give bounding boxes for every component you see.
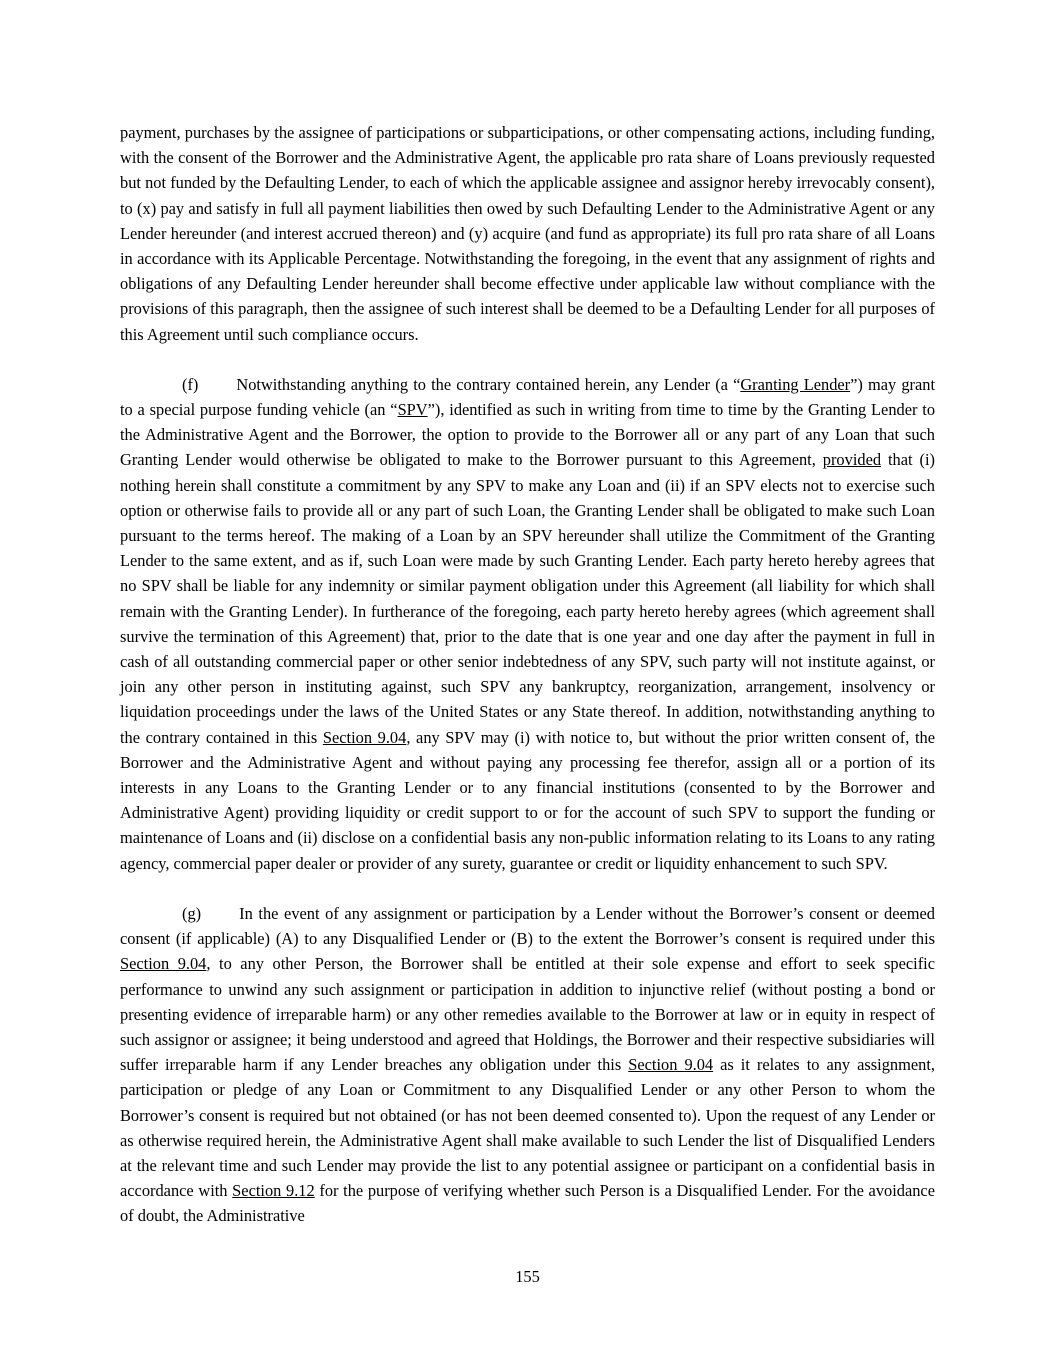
defined-term: Section 9.04	[322, 727, 407, 747]
defined-term: provided	[822, 450, 882, 470]
text-run: for the purpose of verifying whether such Person is a Disqualified Lender. For the avoidance of doubt, the Administrative	[120, 1181, 935, 1226]
paragraph-label: (g)	[182, 903, 202, 923]
text-run: Notwithstanding anything to the contrary contained herein, any Lender (a “	[236, 374, 741, 394]
paragraph	[120, 372, 935, 876]
text-run: payment, purchases by the assignee of participations or subparticipations, or other compensating actions, including funding, with the consent of the Borrower and the Administrative Agent, the applicable pro rata share of Loans previously requested but not funded by the Defaulting Lender, to each of which the applicable assignee and assignor hereby irrevocably consent), to (x) pay and satisfy in full all payment liabilities then owed by such Defaulting Lender to the Administrative Agent or any Lender hereunder (and interest accrued thereon) and (y) acquire (and fund as appropriate) its full pro rata share of all Loans in accordance with its Applicable Percentage. Notwithstanding the foregoing, in the event that any assignment of rights and obligations of any Defaulting Lender hereunder shall become effective under applicable law without compliance with the provisions of this paragraph, then the assignee of such interest shall be deemed to be a Defaulting Lender for all purposes of this Agreement until such compliance occurs.	[120, 123, 935, 344]
text-run: In the event of any assignment or participation by a Lender without the Borrower’s consent or deemed consent (if applicable) (A) to any Disqualified Lender or (B) to the extent the Borrower’s consent is required under this	[120, 903, 935, 949]
text-run: , any SPV may (i) with notice to, but without the prior written consent of, the Borrower and the Administrative Agent and without paying any processing fee therefor, assign all or a portion of its interests in any Loans to the Granting Lender or to any financial institutions (consented to by the Borrower and Administrative Agent) providing liquidity or credit support to or for the account of such SPV to support the funding or maintenance of Loans and (ii) disclose on a confidential basis any non-public information relating to its Loans to any rating agency, commercial paper dealer or provider of any surety, guarantee or credit or liquidity enhancement to such SPV.	[120, 727, 935, 873]
text-run: , to any other Person, the Borrower shall be entitled at their sole expense and effort to seek specific performance to unwind any such assignment or participation in addition to injunctive relief (without posting a bond or presenting evidence of irreparable harm) or any other remedies available to the Borrower at law or in equity in respect of such assignor or assignee; it being understood and agreed that Holdings, the Borrower and their respective subsidiaries will suffer irreparable harm if any Lender breaches any obligation under this	[120, 954, 935, 1075]
defined-term: Section 9.04	[120, 954, 207, 974]
defined-term: Section 9.04	[628, 1055, 714, 1075]
defined-term: Granting Lender	[740, 374, 851, 394]
paragraph	[120, 901, 935, 1229]
page-number: 155	[515, 1267, 540, 1286]
document-body	[120, 120, 935, 1229]
text-run: ”) may grant to a special purpose funding vehicle (an “	[120, 374, 935, 420]
defined-term: SPV	[397, 400, 428, 420]
text-run: ”), identified as such in writing from time to time by the Granting Lender to the Administrative Agent and the Borrower, the option to provide to the Borrower all or any part of any Loan that such Granting Lender would otherwise be obligated to make to the Borrower pursuant to this Agreement,	[120, 400, 936, 470]
paragraph-label: (f)	[182, 374, 199, 394]
defined-term: Section 9.12	[232, 1181, 315, 1201]
text-run: that (i) nothing herein shall constitute a commitment by any SPV to make any Loan and (ii) if an SPV elects not to exercise such option or otherwise fails to provide all or any part of such Loan, the Granting Lender shall be obligated to make such Loan pursuant to the terms hereof. The making of a Loan by an SPV hereunder shall utilize the Commitment of the Granting Lender to the same extent, and as if, such Loan were made by such Granting Lender. Each party hereto hereby agrees that no SPV shall be liable for any indemnity or similar payment obligation under this Agreement (all liability for which shall remain with the Granting Lender). In furtherance of the foregoing, each party hereto hereby agrees (which agreement shall survive the termination of this Agreement) that, prior to the date that is one year and one day after the payment in full in cash of all outstanding commercial paper or other senior indebtedness of any SPV, such party will not institute against, or join any other person in instituting against, such SPV any bankruptcy, reorganization, arrangement, insolvency or liquidation proceedings under the laws of the United States or any State thereof. In addition, notwithstanding anything to the contrary contained in this	[120, 450, 935, 747]
text-run: as it relates to any assignment, participation or pledge of any Loan or Commitment to any Disqualified Lender or any other Person to whom the Borrower’s consent is required but not obtained (or has not been deemed consented to). Upon the request of any Lender or as otherwise required herein, the Administrative Agent shall make available to such Lender the list of Disqualified Lenders at the relevant time and such Lender may provide the list to any potential assignee or participant on a confidential basis in accordance with	[120, 1055, 935, 1201]
paragraph	[120, 120, 935, 347]
